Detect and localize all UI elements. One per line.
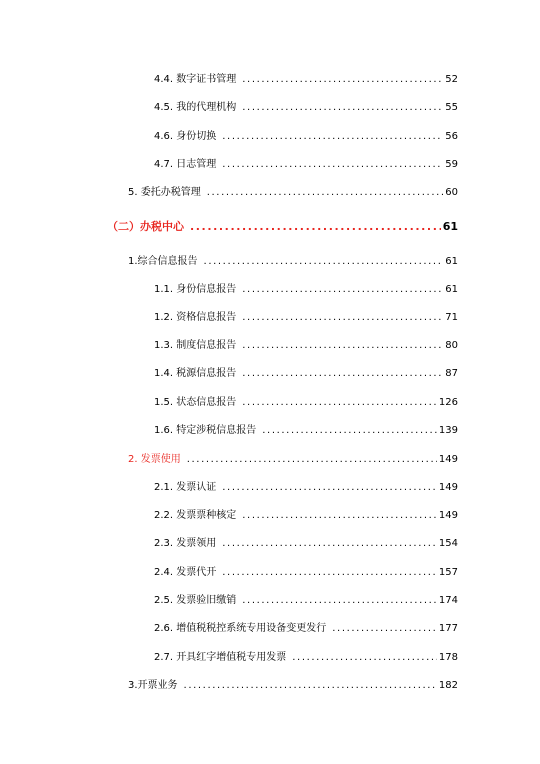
toc-dot-leader xyxy=(242,311,443,325)
toc-entry-4-5[interactable] xyxy=(154,101,458,115)
toc-entry-2[interactable] xyxy=(128,453,458,467)
toc-label: 1.1. 身份信息报告 xyxy=(154,284,237,295)
toc-entry-1-1[interactable] xyxy=(154,283,458,297)
toc-label: 1.综合信息报告 xyxy=(128,256,198,267)
toc-label: 2.5. 发票验旧缴销 xyxy=(154,595,237,606)
toc-page-number: 59 xyxy=(445,159,458,170)
toc-label: 1.3. 制度信息报告 xyxy=(154,340,237,351)
toc-label: 1.5. 状态信息报告 xyxy=(154,397,237,408)
toc-page-number: 157 xyxy=(438,567,458,578)
toc-dot-leader xyxy=(222,481,437,495)
toc-page-number: 149 xyxy=(438,454,458,465)
toc-page-number: 149 xyxy=(438,510,458,521)
toc-page-number: 87 xyxy=(445,368,458,379)
toc-page-number: 182 xyxy=(438,680,458,691)
toc-label: 4.6. 身份切换 xyxy=(154,131,217,142)
toc-entry-2-6[interactable] xyxy=(154,622,458,636)
toc-page-number: 61 xyxy=(445,284,458,295)
toc-section-heading[interactable] xyxy=(107,220,458,234)
toc-entry-2-7[interactable] xyxy=(154,651,458,665)
toc-dot-leader xyxy=(242,339,443,353)
toc-dot-leader xyxy=(222,130,443,144)
toc-dot-leader xyxy=(190,220,441,234)
toc-page-number: 154 xyxy=(438,538,458,549)
toc-page-number: 174 xyxy=(438,595,458,606)
toc-page-number: 177 xyxy=(438,623,458,634)
toc-entry-1-5[interactable] xyxy=(154,396,458,410)
toc-page-number: 52 xyxy=(445,74,458,85)
toc-dot-leader xyxy=(222,158,443,172)
toc-dot-leader xyxy=(242,101,443,115)
toc-label: 1.6. 特定涉税信息报告 xyxy=(154,425,257,436)
toc-page-number: 178 xyxy=(438,652,458,663)
toc-entry-2-1[interactable] xyxy=(154,481,458,495)
toc-dot-leader xyxy=(242,73,443,87)
toc-label: 4.7. 日志管理 xyxy=(154,159,217,170)
toc-dot-leader xyxy=(222,537,437,551)
toc-entry-5[interactable] xyxy=(128,186,458,200)
toc-page-number: 139 xyxy=(438,425,458,436)
toc-label: 2.1. 发票认证 xyxy=(154,482,217,493)
toc-page-number: 61 xyxy=(442,220,458,233)
toc-label: （二）办税中心 xyxy=(107,220,184,233)
toc-label: 1.2. 资格信息报告 xyxy=(154,312,237,323)
toc-entry-4-7[interactable] xyxy=(154,158,458,172)
toc-label: 2.4. 发票代开 xyxy=(154,567,217,578)
toc-entry-4-6[interactable] xyxy=(154,130,458,144)
toc-dot-leader xyxy=(184,679,437,693)
toc-dot-leader xyxy=(242,367,443,381)
toc-label: 2.2. 发票票种核定 xyxy=(154,510,237,521)
toc-page-number: 56 xyxy=(445,131,458,142)
toc-entry-2-3[interactable] xyxy=(154,537,458,551)
toc-dot-leader xyxy=(207,186,444,200)
toc-dot-leader xyxy=(332,622,437,636)
toc-page-number: 55 xyxy=(445,102,458,113)
toc-label: 2.6. 增值税税控系统专用设备变更发行 xyxy=(154,623,327,634)
toc-entry-4-4[interactable] xyxy=(154,73,458,87)
toc-page-number: 71 xyxy=(445,312,458,323)
toc-entry-1-3[interactable] xyxy=(154,339,458,353)
toc-label: 5. 委托办税管理 xyxy=(128,187,201,198)
toc-dot-leader xyxy=(222,566,437,580)
toc-page-number: 61 xyxy=(445,256,458,267)
toc-entry-2-4[interactable] xyxy=(154,566,458,580)
toc-page-number: 126 xyxy=(438,397,458,408)
toc-dot-leader xyxy=(262,424,437,438)
toc-dot-leader xyxy=(242,283,443,297)
toc-label: 4.5. 我的代理机构 xyxy=(154,102,237,113)
toc-label: 1.4. 税源信息报告 xyxy=(154,368,237,379)
toc-page-number: 60 xyxy=(445,187,458,198)
toc-label: 3.开票业务 xyxy=(128,680,178,691)
toc-label: 2.7. 开具红字增值税专用发票 xyxy=(154,652,287,663)
toc-page-number: 80 xyxy=(445,340,458,351)
toc-label: 2. 发票使用 xyxy=(128,454,181,465)
toc-dot-leader xyxy=(187,453,437,467)
toc-page-number: 149 xyxy=(438,482,458,493)
toc-entry-1[interactable] xyxy=(128,255,458,269)
toc-entry-2-2[interactable] xyxy=(154,509,458,523)
toc-label: 4.4. 数字证书管理 xyxy=(154,74,237,85)
toc-dot-leader xyxy=(242,509,437,523)
toc-dot-leader xyxy=(242,396,437,410)
toc-dot-leader xyxy=(292,651,437,665)
toc-entry-3[interactable] xyxy=(128,679,458,693)
toc-entry-1-4[interactable] xyxy=(154,367,458,381)
toc-entry-2-5[interactable] xyxy=(154,594,458,608)
toc-label: 2.3. 发票领用 xyxy=(154,538,217,549)
toc-entry-1-2[interactable] xyxy=(154,311,458,325)
toc-dot-leader xyxy=(204,255,444,269)
toc-dot-leader xyxy=(242,594,437,608)
toc-entry-1-6[interactable] xyxy=(154,424,458,438)
